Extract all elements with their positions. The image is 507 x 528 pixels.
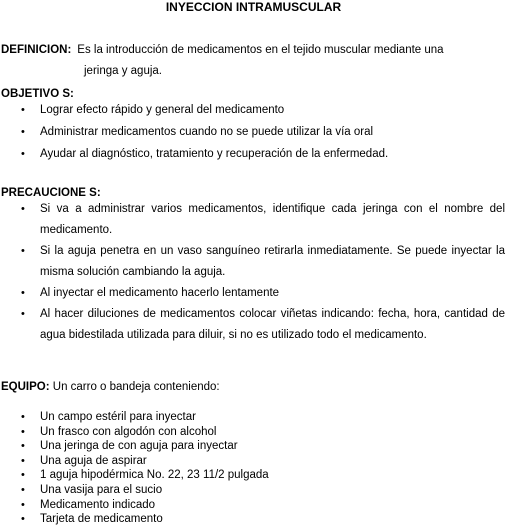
list-item: • 1 aguja hipodérmica No. 22, 23 11/2 pulgada [21, 469, 269, 482]
list-item: • Un frasco con algodón con alcohol [21, 425, 217, 438]
list-item: • Medicamento indicado [21, 498, 156, 511]
list-item: • Un campo estéril para inyectar [21, 411, 196, 423]
definition-text-1: Es la introducción de medicamentos en el tejido muscular mediante una [77, 44, 444, 56]
document-title: INYECCION INTRAMUSCULAR [165, 0, 342, 14]
equipment-label: EQUIPO: [1, 381, 50, 393]
list-item: • Una aguja de aspirar [21, 454, 147, 467]
bullet-icon: • [21, 126, 25, 138]
bullet-icon: • [21, 454, 25, 467]
precautions-list [0, 199, 505, 346]
objectives-list [0, 99, 505, 165]
bullet-icon: • [21, 513, 25, 526]
bullet-icon: • [21, 203, 25, 215]
list-item: • Tarjeta de medicamento [21, 513, 163, 526]
bullet-icon: • [21, 498, 25, 511]
bullet-icon: • [21, 425, 25, 438]
bullet-icon: • [21, 245, 25, 257]
bullet-icon: • [21, 469, 25, 482]
bullet-icon: • [21, 483, 25, 496]
bullet-icon: • [21, 440, 25, 453]
bullet-icon: • [21, 148, 25, 160]
definition-line-2: jeringa y aguja. [84, 65, 162, 77]
bullet-icon: • [21, 308, 25, 320]
list-item: • Al inyectar el medicamento hacerlo lentamente [0, 283, 505, 304]
equipment-list [0, 410, 505, 527]
list-item: • Ayudar al diagnóstico, tratamiento y recuperación de la enfermedad. [0, 143, 505, 165]
definition-label: DEFINICION: [1, 44, 72, 56]
list-item: • Al hacer diluciones de medicamentos colocar viñetas indicando: fecha, hora, cantidad de agua bidestilada utilizada para diluir, si no es utilizado todo el medicamento. [0, 304, 505, 346]
list-item: • Lograr efecto rápido y general del medicamento [0, 99, 505, 121]
list-item: • Una jeringa de con aguja para inyectar [21, 440, 238, 453]
list-item: • Si va a administrar varios medicamentos, identifique cada jeringa con el nombre del medicamento. [0, 199, 505, 241]
list-item: • Si la aguja penetra en un vaso sanguíneo retirarla inmediatamente. Se puede inyectar la misma solución cambiando la aguja. [0, 241, 505, 283]
definition-block [1, 40, 503, 82]
equipment-intro [1, 380, 220, 394]
precautions-heading: PRECAUCIONE S: [1, 187, 101, 199]
objectives-heading: OBJETIVO S: [1, 88, 74, 100]
definition-line-1 [1, 40, 503, 61]
bullet-icon: • [21, 411, 25, 423]
list-item: • Una vasija para el sucio [21, 483, 163, 496]
equipment-text: Un carro o bandeja conteniendo: [49, 381, 220, 393]
bullet-icon: • [21, 104, 25, 116]
list-item: • Administrar medicamentos cuando no se puede utilizar la vía oral [0, 121, 505, 143]
bullet-icon: • [21, 287, 25, 299]
